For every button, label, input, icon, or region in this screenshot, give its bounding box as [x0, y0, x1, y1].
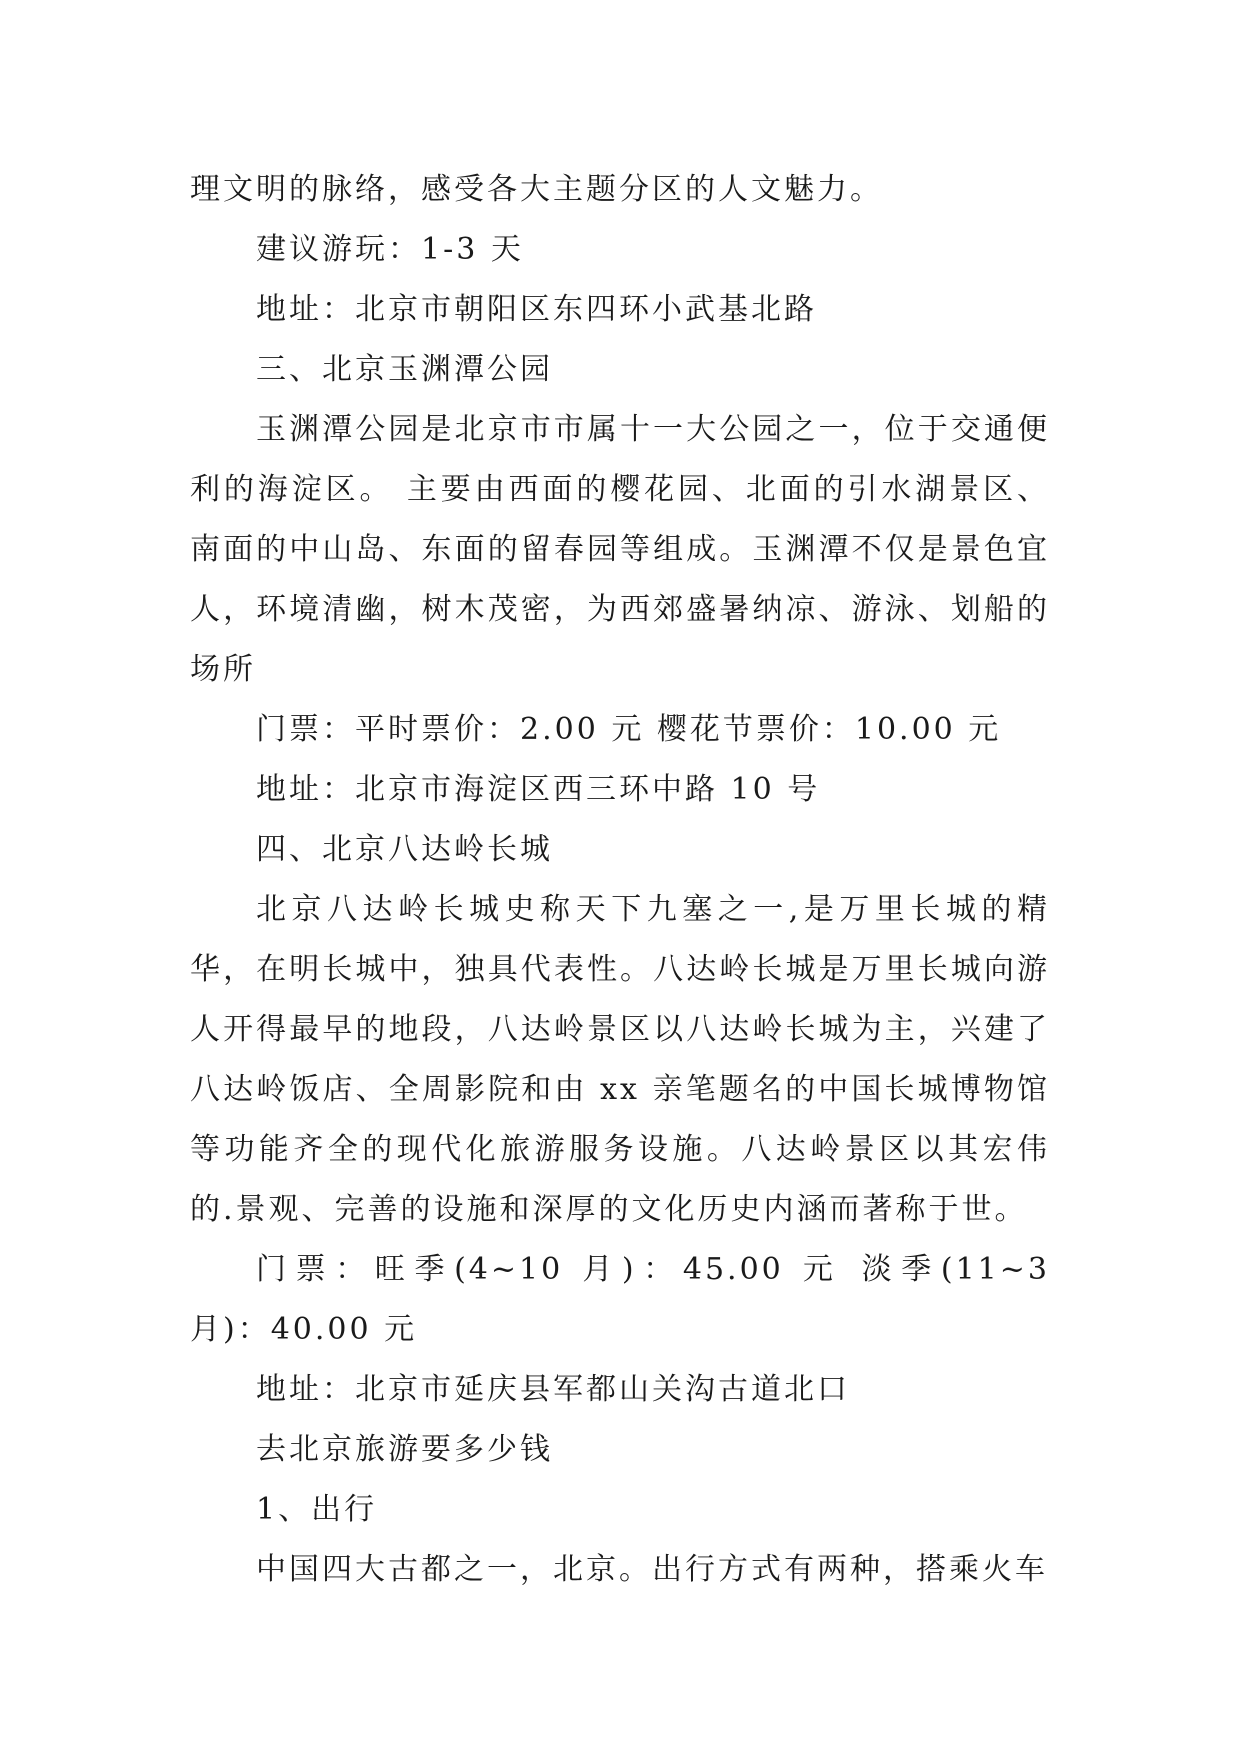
subsection-heading: 1、出行	[256, 1492, 378, 1527]
paragraph-yuyuantan: 玉渊潭公园是北京市市属十一大公园之一，位于交通便利的海淀区。 主要由西面的樱花园、北面的引水湖景区、南面的中山岛、东面的留春园等组成。玉渊潭不仅是景色宜人，环境清幽，树木茂密，为西郊盛暑纳凉、游泳、划船的场所	[190, 412, 1050, 687]
address-line: 地址：北京市朝阳区东四环小武基北路	[256, 292, 817, 327]
section-heading: 去北京旅游要多少钱	[256, 1432, 553, 1467]
paragraph-badaling: 北京八达岭长城史称天下九塞之一,是万里长城的精华，在明长城中，独具代表性。八达岭长城是万里长城向游人开得最早的地段，八达岭景区以八达岭长城为主，兴建了八达岭饭店、全周影院和由 xx 亲笔题名的中国长城博物馆等功能齐全的现代化旅游服务设施。八达岭景区以其宏伟的.景观、完善的设施和深厚的文化历史内涵而著称于世。	[190, 892, 1050, 1227]
address-line: 地址：北京市延庆县军都山关沟古道北口	[256, 1372, 850, 1407]
paragraph-travel: 中国四大古都之一，北京。出行方式有两种，搭乘火车	[256, 1552, 1048, 1587]
section-heading: 三、北京玉渊潭公园	[256, 352, 553, 387]
address-line: 地址：北京市海淀区西三环中路 10 号	[256, 772, 821, 807]
ticket-line: 门票：旺季(4~10 月)：45.00 元 淡季(11~3 月)：40.00 元	[190, 1252, 1050, 1347]
suggested-duration: 建议游玩：1-3 天	[256, 232, 524, 267]
section-heading: 四、北京八达岭长城	[256, 832, 553, 867]
ticket-line: 门票：平时票价：2.00 元 樱花节票价：10.00 元	[256, 712, 1002, 747]
document-body	[190, 160, 1050, 1600]
paragraph-continuation: 理文明的脉络，感受各大主题分区的人文魅力。	[190, 172, 883, 207]
